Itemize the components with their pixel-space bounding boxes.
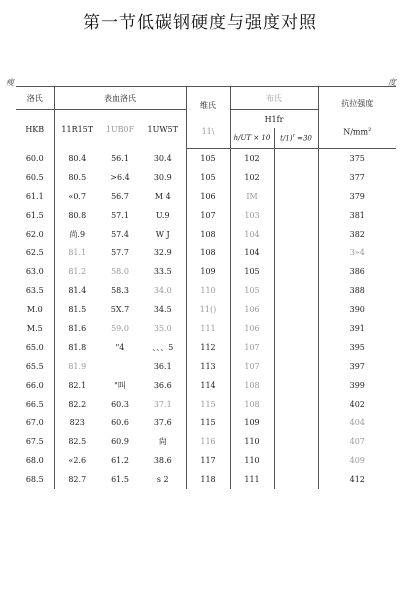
cell-hrb: 65.5 <box>25 361 44 371</box>
cell-brinell-a: 110 <box>230 451 274 470</box>
cell-hr15t: 823 <box>54 413 100 432</box>
brinell-b-post: =30 <box>294 134 312 143</box>
cell-tensile: 390 <box>318 300 396 319</box>
cell-hr45t: 37.6 <box>153 418 172 428</box>
header-vickers: 维氏 <box>200 100 216 110</box>
header-unit <box>319 127 397 137</box>
table-row <box>16 376 396 395</box>
cell-hr15t: 82.7 <box>54 470 100 489</box>
cell-hrb: 66.0 <box>25 380 44 390</box>
cell-hv: 109 <box>186 262 230 281</box>
cell-hr15t: 80.4 <box>54 149 100 168</box>
cell-brinell-a: 109 <box>230 413 274 432</box>
cell-hr15t: 82.2 <box>54 395 100 414</box>
cell-hv: 112 <box>186 338 230 357</box>
cell-hr30t: "4 <box>115 342 125 352</box>
cell-hr15t: 80.8 <box>54 206 100 225</box>
cell-tensile: 382 <box>318 225 396 244</box>
cell-tensile: 412 <box>318 470 396 489</box>
cell-brinell-a: 111 <box>230 470 274 489</box>
cell-hv: 110 <box>186 281 230 300</box>
cell-hr45t: W J <box>155 229 170 239</box>
cell-hr15t: 81.5 <box>54 300 100 319</box>
cell-brinell-a: 102 <box>230 168 274 187</box>
cell-hv: 113 <box>186 357 230 376</box>
cell-hr45t: 34.0 <box>153 286 172 296</box>
cell-hr30t <box>100 357 140 376</box>
table-row <box>16 225 396 244</box>
cell-tensile: 407 <box>318 432 396 451</box>
cell-hrb: M.0 <box>26 305 43 315</box>
cell-hv: 111 <box>186 319 230 338</box>
cell-brinell-a: 103 <box>230 206 274 225</box>
header-hr45t: 1UW5T <box>147 124 178 134</box>
cell-hr30t: 56.7 <box>111 191 129 201</box>
brinell-b-pre: t/1) <box>280 134 293 143</box>
cell-brinell-b <box>274 225 318 244</box>
table-row <box>16 187 396 206</box>
table-row <box>16 206 396 225</box>
cell-hr15t: «0.7 <box>54 187 100 206</box>
table-row <box>16 243 396 262</box>
cell-tensile: 379 <box>318 187 396 206</box>
cell-hr30t: 56.1 <box>111 153 129 163</box>
table-row <box>16 149 396 168</box>
header-surface-rockwell: 表血洛氏 <box>54 87 186 110</box>
cell-brinell-b <box>274 149 318 168</box>
cell-hv: 107 <box>186 206 230 225</box>
cell-brinell-b <box>274 300 318 319</box>
cell-hr30t: 5X.7 <box>110 305 130 315</box>
cell-hv: 115 <box>186 413 230 432</box>
cell-hr45t: 32.9 <box>153 248 172 258</box>
table-row <box>16 319 396 338</box>
cell-hr30t: 58.3 <box>111 286 129 296</box>
header-brinell: 布氏 <box>230 87 318 110</box>
cell-brinell-b <box>274 206 318 225</box>
cell-hrb: 61.5 <box>25 210 44 220</box>
cell-hrb: 60.5 <box>25 172 44 182</box>
cell-hr45t: M 4 <box>154 191 171 201</box>
cell-tensile: 3»4 <box>318 243 396 262</box>
header-hr30t: 1UB0F <box>105 124 135 134</box>
cell-hv: 117 <box>186 451 230 470</box>
header-brinell-b <box>274 128 318 149</box>
table-row <box>16 300 396 319</box>
cell-hr45t: s 2 <box>156 475 169 485</box>
cell-hv: 118 <box>186 470 230 489</box>
cell-brinell-b <box>274 243 318 262</box>
cell-hr30t: "叫 <box>114 380 126 390</box>
cell-brinell-b <box>274 168 318 187</box>
cell-hrb: 63.5 <box>25 286 44 296</box>
cell-tensile: 386 <box>318 262 396 281</box>
header-hv: 11\ <box>201 126 215 136</box>
cell-hr30t: 61.2 <box>111 456 129 466</box>
cell-brinell-a: 102 <box>230 149 274 168</box>
unit-text: N/mm <box>343 127 369 137</box>
corner-mark-left: 瘦 <box>6 78 14 87</box>
cell-hr45t: U.9 <box>155 210 170 220</box>
header-rockwell: 洛氏 <box>16 87 54 110</box>
cell-brinell-b <box>274 376 318 395</box>
cell-brinell-b <box>274 281 318 300</box>
cell-hrb: 68.5 <box>25 475 44 485</box>
cell-hr45t: 37.1 <box>153 399 172 409</box>
cell-brinell-a: 107 <box>230 338 274 357</box>
cell-brinell-b <box>274 470 318 489</box>
header-tensile-group <box>318 87 396 149</box>
cell-tensile: 388 <box>318 281 396 300</box>
cell-brinell-a: 104 <box>230 243 274 262</box>
cell-brinell-b <box>274 262 318 281</box>
cell-hv: 108 <box>186 225 230 244</box>
cell-hrb: 66.5 <box>25 399 44 409</box>
table-row <box>16 413 396 432</box>
cell-hrb: 60.0 <box>25 153 44 163</box>
cell-hr45t: 38.6 <box>153 456 172 466</box>
cell-hv: 108 <box>186 243 230 262</box>
cell-hv: 114 <box>186 376 230 395</box>
cell-tensile: 377 <box>318 168 396 187</box>
cell-brinell-a: 107 <box>230 357 274 376</box>
cell-hr45t: 、、、5 <box>152 342 174 352</box>
table-row <box>16 470 396 489</box>
cell-hv: 116 <box>186 432 230 451</box>
cell-hr30t: 60.6 <box>111 418 129 428</box>
cell-hv: 11() <box>186 300 230 319</box>
cell-hr15t: 81.6 <box>54 319 100 338</box>
cell-hr45t: 36.6 <box>153 380 172 390</box>
cell-hr15t: 80.5 <box>54 168 100 187</box>
cell-brinell-b <box>274 432 318 451</box>
cell-hr45t: 36.1 <box>153 361 172 371</box>
cell-hr15t: 81.1 <box>54 243 100 262</box>
cell-hv: 105 <box>186 149 230 168</box>
cell-tensile: 397 <box>318 357 396 376</box>
cell-hv: 115 <box>186 395 230 414</box>
cell-hrb: 65.0 <box>25 342 44 352</box>
cell-hrb: 62.0 <box>25 229 44 239</box>
cell-hr30t: 57.7 <box>111 248 129 258</box>
cell-hrb: M.5 <box>26 323 43 333</box>
corner-mark-right: 度 <box>388 78 396 87</box>
cell-brinell-a: 110 <box>230 432 274 451</box>
unit-superscript: 2 <box>368 127 372 134</box>
cell-tensile: 375 <box>318 149 396 168</box>
cell-brinell-b <box>274 357 318 376</box>
cell-hr45t: 30.4 <box>153 153 172 163</box>
cell-hr15t: 81.8 <box>54 338 100 357</box>
table-body <box>16 149 396 490</box>
cell-brinell-a: 104 <box>230 225 274 244</box>
cell-hrb: 68.0 <box>25 456 44 466</box>
header-tensile: 抗拉强度 <box>341 99 374 109</box>
cell-brinell-b <box>274 395 318 414</box>
cell-hr15t: 82.1 <box>54 376 100 395</box>
cell-hr30t: 58.0 <box>111 267 129 277</box>
brinell-b-sup: r <box>292 133 295 140</box>
cell-hr30t: 60.3 <box>111 399 129 409</box>
table-row <box>16 168 396 187</box>
header-hr15t: 11R15T <box>54 110 100 149</box>
cell-brinell-b <box>274 338 318 357</box>
cell-brinell-b <box>274 319 318 338</box>
header-brinell-sub: H1fr <box>230 110 318 129</box>
cell-hr15t: 81.9 <box>54 357 100 376</box>
hardness-strength-table <box>16 86 396 489</box>
cell-hr30t: 60.9 <box>111 437 129 447</box>
cell-brinell-b <box>274 413 318 432</box>
cell-hr30t: 61.5 <box>111 475 129 485</box>
cell-hrb: 61.1 <box>25 191 44 201</box>
cell-brinell-b <box>274 451 318 470</box>
cell-tensile: 399 <box>318 376 396 395</box>
cell-brinell-a: 106 <box>230 300 274 319</box>
header-vickers-group <box>186 87 230 149</box>
cell-brinell-a: 106 <box>230 319 274 338</box>
table-row <box>16 395 396 414</box>
table-row <box>16 281 396 300</box>
cell-brinell-a: IM <box>230 187 274 206</box>
cell-tensile: 391 <box>318 319 396 338</box>
cell-tensile: 404 <box>318 413 396 432</box>
header-hrb: HKB <box>25 124 45 134</box>
page-title: 第一节低碳钢硬度与强度对照 <box>83 13 317 33</box>
cell-tensile: 395 <box>318 338 396 357</box>
cell-hrb: 67.5 <box>25 437 44 447</box>
cell-brinell-a: 105 <box>230 262 274 281</box>
cell-hr15t: 尚.9 <box>54 225 100 244</box>
cell-hrb: 67.0 <box>25 418 44 428</box>
cell-hr30t: 57.1 <box>111 210 129 220</box>
cell-hr15t: «2.6 <box>54 451 100 470</box>
table-row <box>16 262 396 281</box>
cell-hr15t: 81.4 <box>54 281 100 300</box>
cell-hr30t: 59.0 <box>111 323 129 333</box>
table-row <box>16 451 396 470</box>
cell-hr15t: 81.2 <box>54 262 100 281</box>
cell-hrb: 62.5 <box>25 248 44 258</box>
cell-hr45t: 35.0 <box>153 323 172 333</box>
table-row <box>16 357 396 376</box>
cell-brinell-a: 108 <box>230 376 274 395</box>
cell-tensile: 381 <box>318 206 396 225</box>
cell-hr30t: 57.4 <box>111 229 129 239</box>
cell-brinell-b <box>274 187 318 206</box>
cell-hv: 106 <box>186 187 230 206</box>
cell-hv: 105 <box>186 168 230 187</box>
cell-hr45t: 34.5 <box>153 305 172 315</box>
cell-hrb: 63.0 <box>25 267 44 277</box>
cell-hr45t: 33.5 <box>153 267 172 277</box>
cell-hr45t: 尙 <box>158 437 167 447</box>
table-row <box>16 432 396 451</box>
cell-tensile: 409 <box>318 451 396 470</box>
cell-tensile: 402 <box>318 395 396 414</box>
cell-brinell-a: 105 <box>230 281 274 300</box>
header-brinell-a <box>230 128 274 149</box>
cell-hr45t: 30.9 <box>153 172 172 182</box>
table-row <box>16 338 396 357</box>
cell-brinell-a: 108 <box>230 395 274 414</box>
brinell-a-text: h/UT × 10 <box>233 134 271 142</box>
cell-hr30t: >6.4 <box>110 172 130 182</box>
cell-hr15t: 82.5 <box>54 432 100 451</box>
